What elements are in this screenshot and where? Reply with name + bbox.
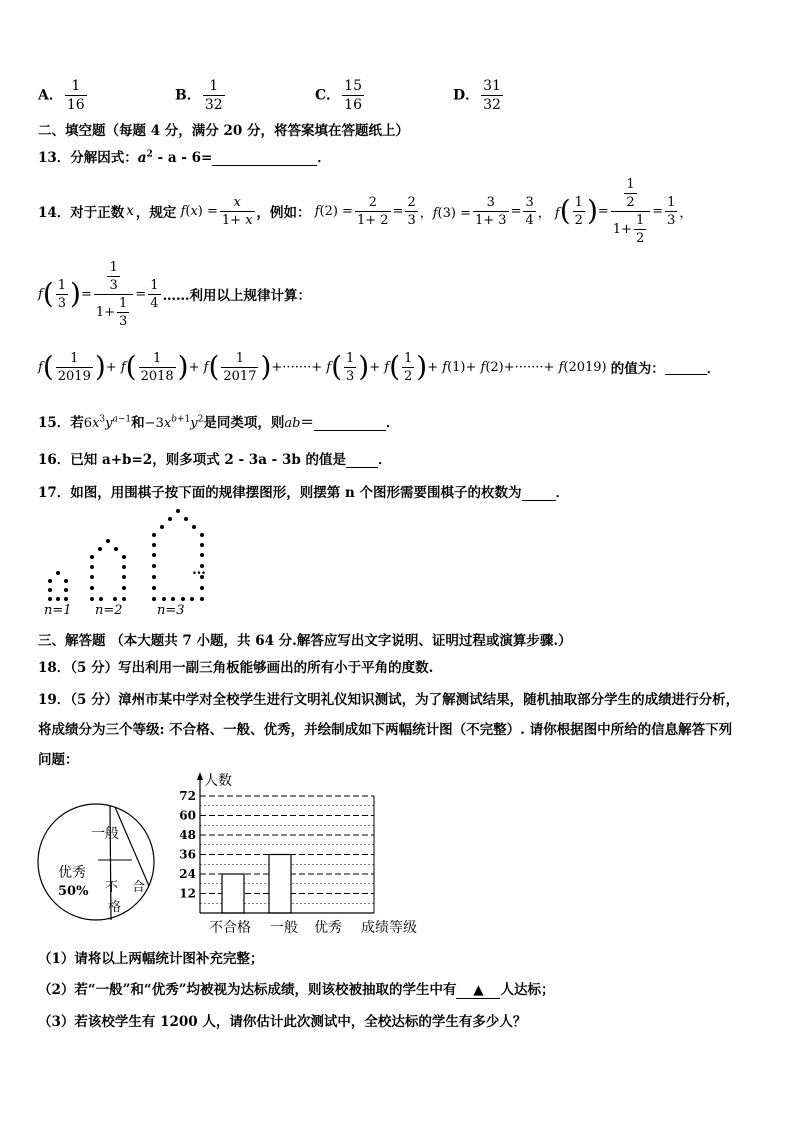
pattern-n3 bbox=[152, 509, 204, 601]
pie-label-fail-2: 合 bbox=[132, 880, 146, 895]
pattern-label-n1: n=1 bbox=[44, 603, 72, 618]
x-category-excellent: 优秀 bbox=[314, 920, 342, 936]
question-14-line-2: f ( $\frac{1}{3}$ ) = $\frac{1}{3}$ 1+ $\frac{1}{3}$ = $\frac{1}{4}$ ……利用以上规律计算： bbox=[38, 259, 312, 329]
y-axis-label: 人数 bbox=[204, 773, 232, 789]
answer-blank[interactable] bbox=[522, 486, 556, 501]
q12-option-c: C． $\frac{15}{16}$ bbox=[315, 78, 362, 113]
question-15: 15．若$6x^3y^{a-1}$和$-3x^{b+1}y^2$是同类项，则ab＝ ． bbox=[38, 414, 400, 431]
pie-label-excellent: 优秀 bbox=[58, 865, 86, 881]
y-axis-arrow bbox=[197, 772, 203, 780]
pattern-label-n3: n=3 bbox=[157, 603, 185, 618]
q19-sub-1: （1）请将以上两幅统计图补充完整； bbox=[38, 951, 264, 967]
y-tick-label: 12 bbox=[179, 886, 196, 901]
q12-option-b: B． $\frac{1}{32}$ bbox=[175, 78, 223, 113]
x-category-fail: 不合格 bbox=[209, 920, 251, 936]
bar-chart bbox=[170, 768, 420, 940]
question-19-line-2: 将成绩分为三个等级: 不合格、一般、优秀，并绘制成如下两幅统计图（不完整）. 请你根据图中所给的信息解答下列 bbox=[38, 722, 733, 738]
pie-divider-general-fail bbox=[115, 807, 149, 886]
y-tick-label: 24 bbox=[179, 867, 196, 881]
pie-chart bbox=[36, 800, 161, 925]
pie-label-excellent-pct: 50% bbox=[58, 884, 89, 899]
pattern-n1 bbox=[48, 571, 68, 601]
answer-blank-mark[interactable]: ▲ bbox=[456, 982, 500, 999]
question-16: 16．已知 a+b=2，则多项式 2 - 3a - 3b 的值是 ． bbox=[38, 452, 392, 468]
y-tick-label: 72 bbox=[179, 789, 196, 803]
answer-blank[interactable] bbox=[346, 453, 378, 468]
pattern-ellipsis: … bbox=[192, 562, 206, 578]
q19-sub-3: （3）若该校学生有 1200 人，请你估计此次测试中，全校达标的学生有多少人？ bbox=[38, 1014, 527, 1030]
q12-option-a: A． $\frac{1}{16}$ bbox=[38, 78, 85, 113]
q12-option-d: D． $\frac{31}{32}$ bbox=[453, 78, 501, 113]
bar-1 bbox=[269, 855, 291, 914]
section-2-heading: 二、填空题（每题 4 分，满分 20 分，将答案填在答题纸上） bbox=[38, 123, 409, 139]
pie-label-fail-3: 格 bbox=[108, 900, 122, 915]
pie-label-general: 一般 bbox=[91, 826, 119, 842]
x-axis-label: 成绩等级 bbox=[361, 920, 417, 936]
answer-blank[interactable] bbox=[665, 360, 707, 375]
section-3-heading: 三、解答题 （本大题共 7 小题，共 64 分.解答应写出文字说明、证明过程或演算步骤.） bbox=[38, 633, 572, 649]
y-tick-label: 36 bbox=[179, 847, 196, 862]
question-19-line-3: 问题： bbox=[38, 752, 79, 768]
y-tick-label: 48 bbox=[179, 828, 196, 842]
answer-blank[interactable] bbox=[314, 416, 386, 431]
pie-label-fail-1: 不 bbox=[105, 880, 119, 895]
pattern-n2 bbox=[90, 539, 126, 601]
answer-blank[interactable] bbox=[212, 151, 317, 166]
question-13: 13．分解因式：$a^2 - a - 6=$ ． bbox=[38, 149, 331, 166]
question-14-line-3: f ( $\frac{1}{2019}$ ) + f ( $\frac{1}{2018}$ ) + f ( $\frac{1}{2017}$ ) +·······+ f ( $\frac{1}{3}$ ) + f ( $\frac{1}{2}$ ) + f(1)+ f(2)+·······+ f(2019) 的值为： ． bbox=[38, 350, 721, 384]
pattern-label-n2: n=2 bbox=[95, 603, 123, 618]
bar-0 bbox=[222, 874, 244, 913]
x-category-general: 一般 bbox=[270, 920, 298, 936]
q19-sub-2: （2）若“一般”和“优秀”均被视为达标成绩，则该校被抽取的学生中有 ▲ 人达标； bbox=[38, 982, 555, 998]
question-19-line-1: 19．（5 分）漳州市某中学对全校学生进行文明礼仪知识测试，为了解测试结果，随机抽取部分学生的成绩进行分析， bbox=[38, 692, 740, 708]
question-14-line-1: 14． 对于正数 x ，规定 f(x) = $\frac{x}{1+ x}$ ，例如： f(2) = $\frac{2}{1+ 2}$ = $\frac{2}{3}$ ，f(3) = $\frac{3}{1+ 3}$ = $\frac{3}{4}$ ， f ( $\frac{1}{2}$ ) = $\frac{1}{2}$ 1+ $\frac{1}{2}$ = $\frac{1}{3}$ ， bbox=[38, 176, 693, 246]
question-18: 18．（5 分）写出利用一副三角板能够画出的所有小于平角的度数. bbox=[38, 660, 434, 676]
y-tick-label: 60 bbox=[179, 808, 196, 823]
question-17: 17．如图，用围棋子按下面的规律摆图形，则摆第 n 个图形需要围棋子的枚数为 ． bbox=[38, 485, 570, 501]
